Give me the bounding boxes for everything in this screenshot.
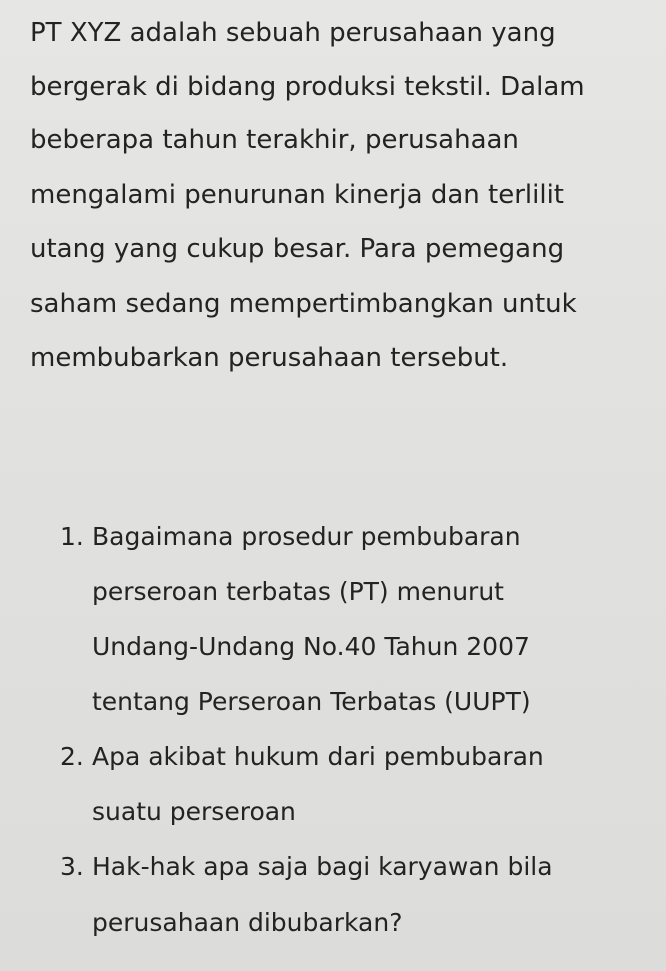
question-line: Hak-hak apa saja bagi karyawan bila bbox=[92, 852, 553, 881]
question-line: Bagaimana prosedur pembubaran bbox=[92, 522, 521, 551]
question-line: Apa akibat hukum dari pembubaran bbox=[92, 742, 544, 771]
intro-line: mengalami penurunan kinerja dan terlilit bbox=[30, 180, 565, 210]
question-line: Undang-Undang No.40 Tahun 2007 bbox=[92, 632, 530, 661]
intro-line: bergerak di bidang produksi tekstil. Dalam bbox=[30, 72, 585, 102]
question-line: perusahaan dibubarkan? bbox=[92, 908, 403, 937]
question-number: 3. bbox=[60, 852, 84, 881]
question-number: 2. bbox=[60, 742, 84, 771]
intro-line: membubarkan perusahaan tersebut. bbox=[30, 343, 509, 373]
question-line: perseroan terbatas (PT) menurut bbox=[92, 577, 504, 606]
intro-line: beberapa tahun terakhir, perusahaan bbox=[30, 125, 519, 155]
intro-line: utang yang cukup besar. Para pemegang bbox=[30, 234, 565, 264]
intro-line: saham sedang mempertimbangkan untuk bbox=[30, 289, 577, 319]
question-line: tentang Perseroan Terbatas (UUPT) bbox=[92, 687, 531, 716]
question-number: 1. bbox=[60, 522, 84, 551]
intro-line: PT XYZ adalah sebuah perusahaan yang bbox=[30, 18, 556, 48]
question-line: suatu perseroan bbox=[92, 797, 296, 826]
